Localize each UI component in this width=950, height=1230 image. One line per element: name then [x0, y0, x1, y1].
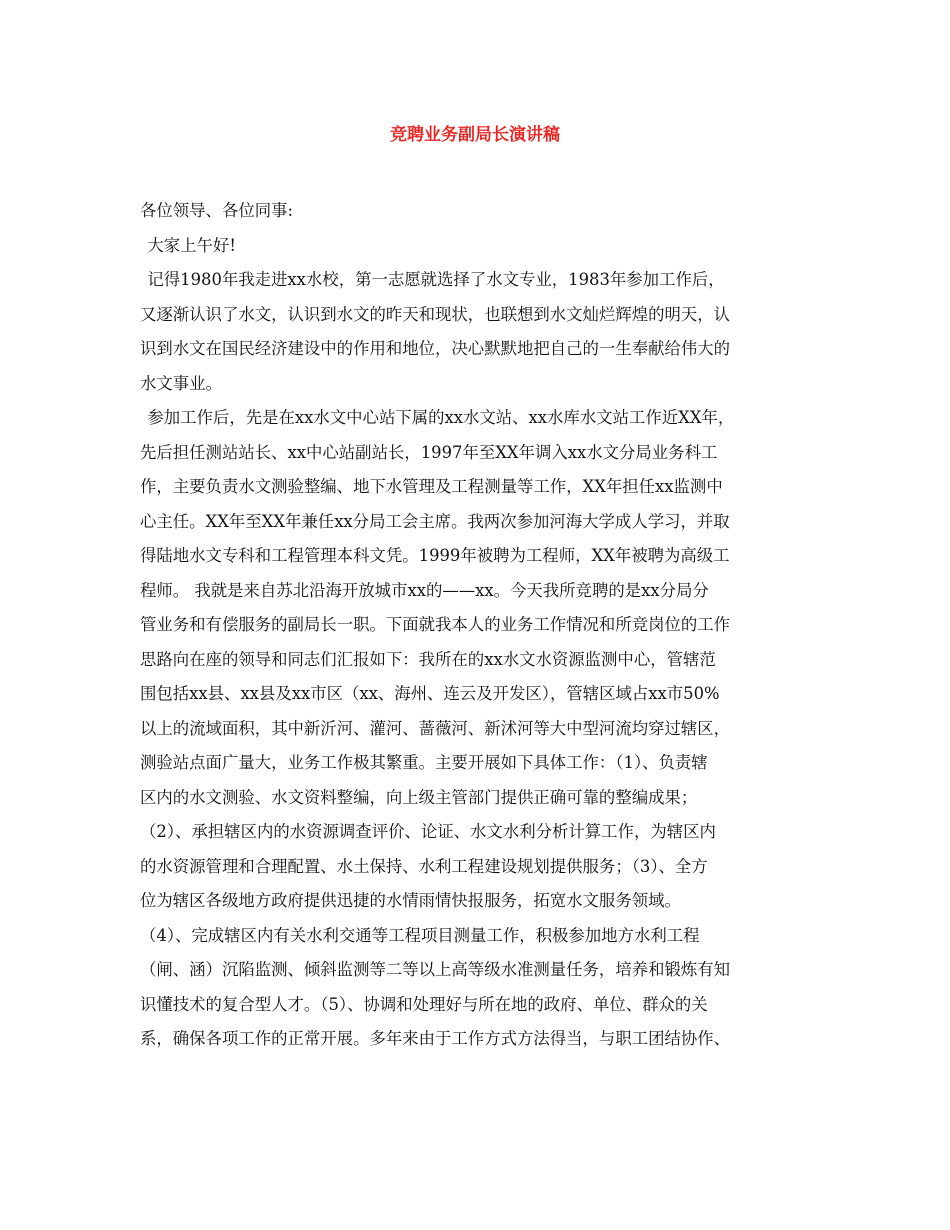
paragraph-1-line: 又逐渐认识了水文，认识到水文的昨天和现状，也联想到水文灿烂辉煌的明天，认 [140, 304, 731, 324]
paragraph-1-line: 记得1980年我走进xx水校，第一志愿就选择了水文专业，1983年参加工作后， [147, 270, 725, 289]
paragraph-2-line: 的水资源管理和合理配置、水土保持、水利工程建设规划提供服务；（3）、全方 [140, 856, 708, 876]
paragraph-2-line: 思路向在座的领导和同志们汇报如下：我所在的xx水文水资源监测中心，管辖范 [140, 649, 716, 669]
paragraph-2-line: （4）、完成辖区内有关水利交通等工程项目测量工作，积极参加地方水利工程 [140, 925, 700, 945]
paragraph-2-line: 位为辖区各级地方政府提供迅捷的水情雨情快报服务，拓宽水文服务领域。 [140, 891, 681, 910]
document-title: 竞聘业务副局长演讲稿 [390, 125, 560, 145]
paragraph-2-line: 作，主要负责水文测验整编、地下水管理及工程测量等工作，XX年担任xx监测中 [140, 477, 723, 496]
paragraph-2-line: （闸、涵）沉陷监测、倾斜监测等二等以上高等级水准测量任务，培养和锻炼有知 [140, 960, 731, 979]
paragraph-2-line: 识懂技术的复合型人才。（5）、协调和处理好与所在地的政府、单位、群众的关 [140, 994, 708, 1014]
paragraph-2-line: （2）、承担辖区内的水资源调查评价、论证、水文水利分析计算工作，为辖区内 [140, 822, 716, 841]
paragraph-2-line: 参加工作后，先是在xx水文中心站下属的xx水文站、xx水库水文站工作近XX年， [147, 408, 735, 427]
paragraph-2-line: 程师。 我就是来自苏北沿海开放城市xx的——xx。今天我所竞聘的是xx分局分 [140, 580, 709, 600]
document-body [140, 194, 820, 1057]
paragraph-1 [140, 263, 820, 401]
paragraph-2 [140, 401, 820, 1057]
paragraph-2-line: 以上的流域面积，其中新沂河、灌河、蔷薇河、新沭河等大中型河流均穿过辖区， [140, 718, 731, 738]
paragraph-2-line: 系，确保各项工作的正常开展。多年来由于工作方式方法得当，与职工团结协作、 [140, 1029, 731, 1048]
paragraph-2-line: 围包括xx县、xx县及xx市区（xx、海州、连云及开发区），管辖区域占xx市50% [140, 684, 720, 703]
paragraph-2-line: 得陆地水文专科和工程管理本科文凭。1999年被聘为工程师，XX年被聘为高级工 [140, 546, 730, 565]
greeting: 大家上午好! [147, 235, 236, 255]
paragraph-1-line: 水文事业。 [140, 373, 222, 393]
paragraph-2-line: 先后担任测站站长、xx中心站副站长，1997年至XX年调入xx水文分局业务科工 [140, 442, 718, 462]
paragraph-2-line: 管业务和有偿服务的副局长一职。下面就我本人的业务工作情况和所竞岗位的工作 [140, 615, 731, 634]
salutation: 各位领导、各位同事: [140, 201, 294, 220]
paragraph-2-line: 心主任。XX年至XX年兼任xx分局工会主席。我两次参加河海大学成人学习，并取 [140, 511, 730, 531]
paragraph-2-line: 区内的水文测验、水文资料整编，向上级主管部门提供正确可靠的整编成果； [140, 787, 698, 807]
paragraph-2-line: 测验站点面广量大，业务工作极其繁重。主要开展如下具体工作：（1）、负责辖 [140, 753, 708, 772]
paragraph-1-line: 识到水文在国民经济建设中的作用和地位，决心默默地把自己的一生奉献给伟大的 [140, 339, 731, 358]
